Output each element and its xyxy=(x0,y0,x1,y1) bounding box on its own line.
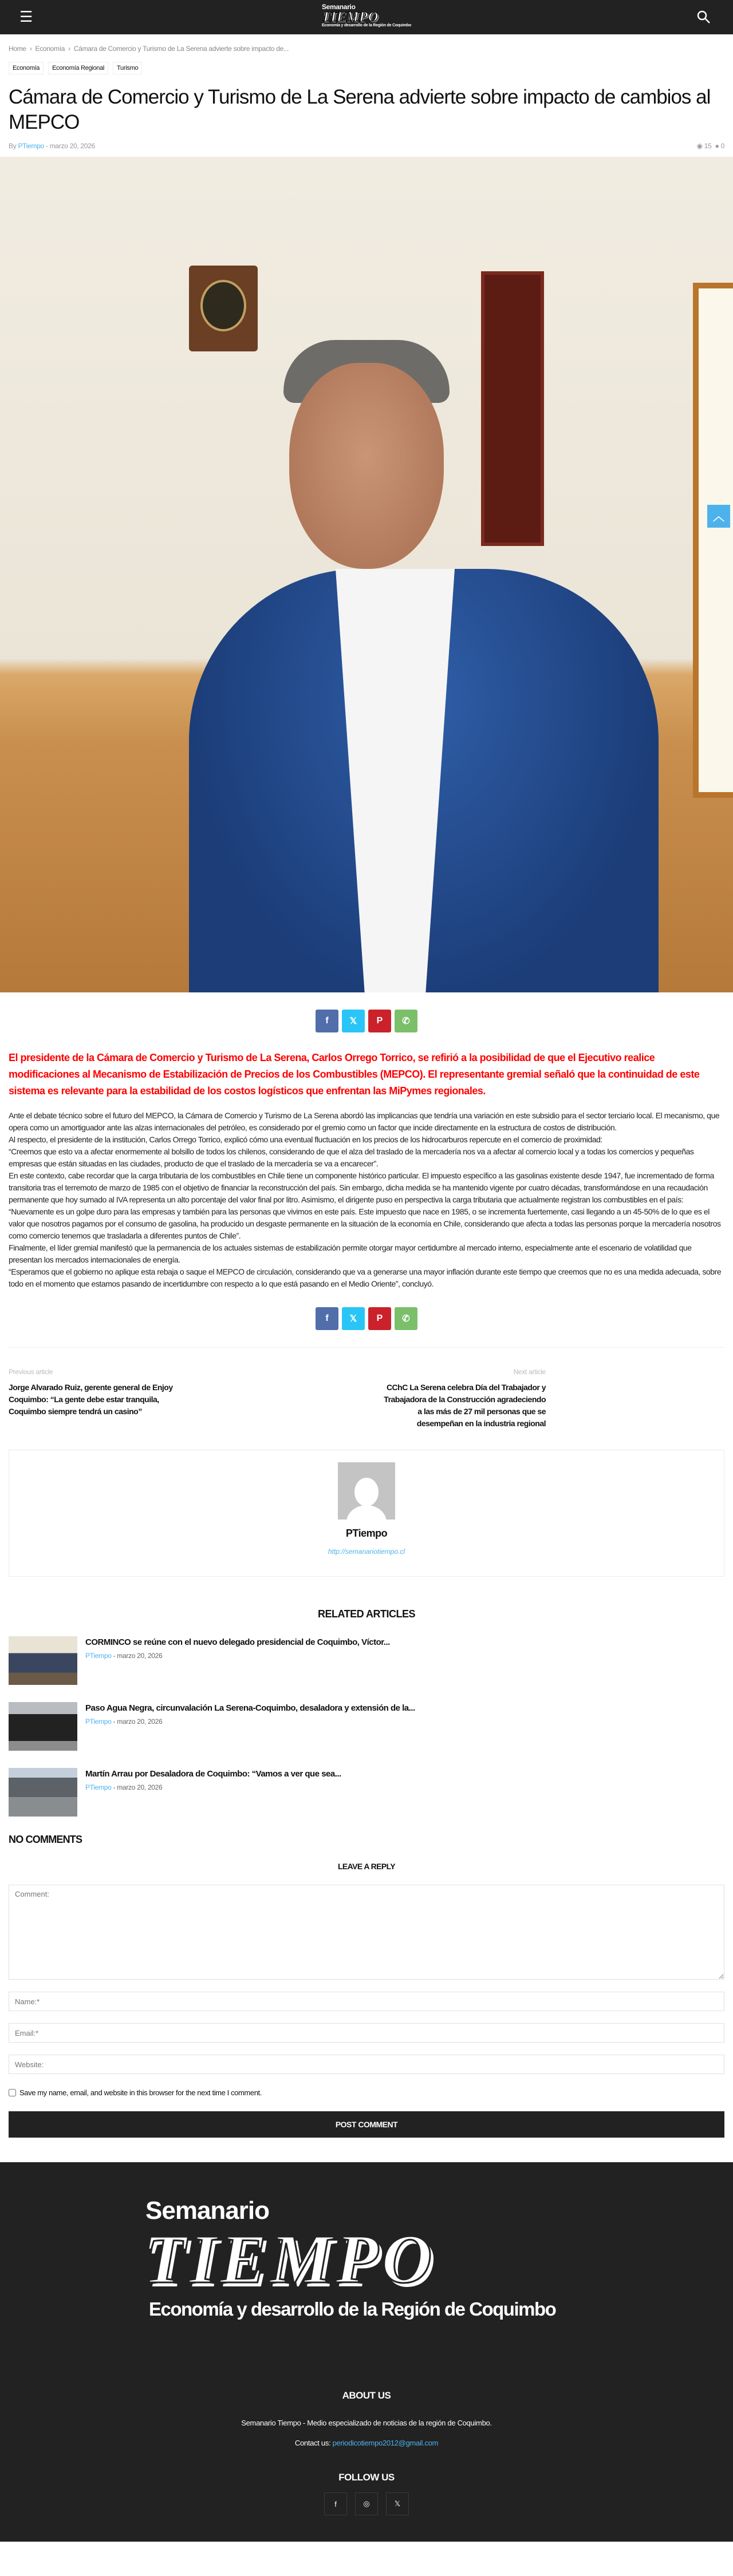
instagram-link[interactable] xyxy=(355,2492,378,2515)
author-link[interactable]: PTiempo xyxy=(18,142,44,150)
article-hero-image xyxy=(0,157,733,992)
chevron-right-icon: › xyxy=(29,45,32,53)
x-icon: 𝕏 xyxy=(349,1016,357,1026)
avatar[interactable] xyxy=(338,1462,395,1520)
paragraph: “Creemos que esto va a afectar enormemente al bolsillo de todos los chilenos, considerando de que el alza del traslado de la mercadería nos va a afectar al comercio local y a todas los comercios y pequeñas empresas que están situadas en las ciudades, producto de que el traslado de la mercadería se va a encarecer”. xyxy=(9,1147,694,1168)
article-date: - marzo 20, 2026 xyxy=(45,142,95,150)
article-meta xyxy=(9,142,724,150)
website-field[interactable] xyxy=(9,2055,724,2074)
contact-email-link[interactable]: periodicotiempo2012@gmail.com xyxy=(332,2439,439,2447)
facebook-icon: f xyxy=(325,1313,329,1323)
paragraph: Al respecto, el presidente de la institución, Carlos Orrego Torrico, explicó cómo una eventual fluctuación en los precios de los hidrocarburos repercute en el comercio de proximidad: xyxy=(9,1135,602,1144)
divider xyxy=(9,1347,724,1348)
about-heading: ABOUT US xyxy=(342,2390,391,2401)
facebook-share-button[interactable] xyxy=(316,1307,338,1330)
x-share-button[interactable] xyxy=(342,1307,365,1330)
tag-economia[interactable]: Economía xyxy=(9,62,44,74)
whatsapp-icon: ✆ xyxy=(402,1314,410,1324)
footer-logo[interactable] xyxy=(143,2197,590,2320)
site-logo[interactable] xyxy=(322,3,411,27)
logo-top: Semanario xyxy=(321,3,356,11)
breadcrumb xyxy=(9,45,724,53)
tag-economia-regional[interactable]: Economía Regional xyxy=(48,62,108,74)
article-title: Cámara de Comercio y Turismo de La Serena advierte sobre impacto de cambios al MEPCO xyxy=(9,86,711,133)
logo-top: Semanario xyxy=(145,2197,269,2225)
save-info-text: Save my name, email, and website in this browser for the next time I comment. xyxy=(19,2088,262,2097)
logo-main: TIEMPO xyxy=(143,2221,436,2298)
logo-tagline: Economía y desarrollo de la Región de Coquimbo xyxy=(321,23,412,27)
paragraph: Finalmente, el líder gremial manifestó que la permanencia de los actuales sistemas de estabilización permite otorgar mayor certidumbre al mercado interno, especialmente ante el escenario de volatilidad que presentan los mercados internacionales de energía. xyxy=(9,1243,692,1264)
leave-reply-heading: LEAVE A REPLY xyxy=(337,1862,396,1871)
list-item[interactable] xyxy=(9,1768,724,1817)
face xyxy=(289,363,444,569)
post-comment-button[interactable]: POST COMMENT xyxy=(9,2111,724,2138)
breadcrumb-economia[interactable]: Economía xyxy=(35,45,65,53)
follow-heading: FOLLOW US xyxy=(338,2472,395,2483)
paragraph: Ante el debate técnico sobre el futuro del MEPCO, la Cámara de Comercio y Turismo de La Serena abordó las implicancias que tendría una variación en este subsidio para el sector terciario local. El mecanismo, que opera como un amortiguador ante las alzas internacionales del petróleo, es considerado por el gremio como un factor que incide directamente en la estructura de costos de distribución. xyxy=(9,1111,720,1132)
contact-label: Contact us: xyxy=(294,2439,333,2447)
comment-textarea[interactable] xyxy=(9,1885,724,1980)
pinterest-share-button[interactable] xyxy=(368,1307,391,1330)
about-text: Semanario Tiempo - Medio especializado de noticias de la región de Coquimbo. xyxy=(241,2419,492,2427)
facebook-link[interactable] xyxy=(324,2492,347,2515)
tag-turismo[interactable]: Turismo xyxy=(113,62,142,74)
pinterest-icon: P xyxy=(376,1313,383,1323)
by-label: By xyxy=(9,142,17,150)
instagram-icon: ◎ xyxy=(363,2499,370,2508)
wall-plaque xyxy=(189,266,258,351)
share-buttons-bottom xyxy=(9,1307,724,1330)
author-url[interactable]: http://semanariotiempo.cl xyxy=(328,1548,405,1556)
share-buttons xyxy=(9,1010,724,1032)
comment-count[interactable]: 0 xyxy=(720,142,724,150)
list-item[interactable] xyxy=(9,1702,724,1751)
facebook-icon: f xyxy=(325,1016,329,1026)
pinterest-icon: P xyxy=(376,1016,383,1026)
whatsapp-share-button[interactable] xyxy=(395,1307,417,1330)
author-box xyxy=(9,1450,724,1577)
next-article-link[interactable]: CChC La Serena celebra Día del Trabajador y Trabajadora de la Construcción agradeciendo a las más de 27 mil personas que se desempeñan en la industria regional xyxy=(384,1383,546,1428)
related-title[interactable]: CORMINCO se reúne con el nuevo delegado presidencial de Coquimbo, Víctor... xyxy=(85,1637,390,1647)
view-count: 15 xyxy=(704,142,712,150)
social-links xyxy=(0,2492,733,2515)
list-item[interactable] xyxy=(9,1636,724,1685)
thumbnail[interactable] xyxy=(9,1768,77,1817)
article-lead: El presidente de la Cámara de Comercio y Turismo de La Serena, Carlos Orrego Torrico, se refirió a la posibilidad de que el Ejecutivo realice modificaciones al Mecanismo de Estabilización de Precios de los Combustibles (MEPCO). El representante gremial señaló que la continuidad de este sistema es relevante para la estabilidad de los costos logísticos que enfrentan las MiPymes regionales. xyxy=(9,1052,700,1097)
prev-label: Previous article xyxy=(9,1368,53,1376)
no-comments-heading: NO COMMENTS xyxy=(9,1834,82,1845)
save-info-label[interactable] xyxy=(9,2088,724,2097)
x-share-button[interactable] xyxy=(342,1010,365,1032)
wall-frame xyxy=(693,283,733,798)
pinterest-share-button[interactable] xyxy=(368,1010,391,1032)
paragraph: En este contexto, cabe recordar que la carga tributaria de los combustibles en Chile tiene un componente histórico particular. El impuesto específico a las gasolinas existente desde 1947, fue incrementado de forma transitoria tras el terremoto de marzo de 1985 con el objetivo de financiar la reconstrucción del país. Sin embargo, dicha medida se ha mantenido vigente por cuatro décadas, transformándose en una recaudación permanente que hoy sumado al IVA representa un alto porcentaje del valor final por litro. Asimismo, el dirigente puso en perspectiva la carga tributaria que actualmente registran los combustibles en el país: xyxy=(9,1171,714,1204)
thumbnail[interactable] xyxy=(9,1636,77,1685)
logo-tagline: Economía y desarrollo de la Región de Coquimbo xyxy=(149,2298,556,2320)
search-icon[interactable] xyxy=(696,10,711,25)
related-list xyxy=(9,1636,724,1817)
x-icon: 𝕏 xyxy=(394,2499,401,2508)
category-tags xyxy=(9,62,724,74)
eye-icon: ◉ xyxy=(696,142,703,150)
paragraph: “Nuevamente es un golpe duro para las empresas y también para las personas que vivimos en este país. Este impuesto que nace en 1985, o se incrementa fuertemente, casi llegando a un 45-50% de lo que es el valor que nosotros pagamos por el consumo de gasolina, ha producido un desgaste permanente en la situación de la economía en Chile, considerando que afecta a todas las personas porque la mercadería nosotros como comercio tenemos que trasladarla a diferentes puntos de Chile”. xyxy=(9,1207,721,1240)
related-date: - marzo 20, 2026 xyxy=(111,1652,163,1660)
related-title[interactable]: Paso Agua Negra, circunvalación La Serena-Coquimbo, desaladora y extensión de la... xyxy=(85,1703,415,1713)
hamburger-icon[interactable]: ☰ xyxy=(19,8,33,25)
logo-main: TIEMPO xyxy=(321,10,379,25)
scroll-to-top-button[interactable]: ︿ xyxy=(707,505,730,528)
author-name[interactable]: PTiempo xyxy=(345,1528,388,1539)
whatsapp-share-button[interactable] xyxy=(395,1010,417,1032)
site-footer xyxy=(0,2162,733,2542)
x-icon: 𝕏 xyxy=(349,1314,357,1324)
name-field[interactable] xyxy=(9,1992,724,2011)
breadcrumb-current: Cámara de Comercio y Turismo de La Serena advierte sobre impacto de... xyxy=(73,45,289,53)
paragraph: “Esperamos que el gobierno no aplique esta rebaja o saque el MEPCO de circulación, considerando que va a generarse una mayor inflación durante este tiempo que creemos que no es una medida adecuada, sobre todo en el momento que estamos pasando de incertidumbre con respecto a lo que está pasando en el Medio Oriente”, concluyó. xyxy=(9,1267,722,1288)
contact xyxy=(0,2439,733,2447)
article-navigation xyxy=(9,1368,724,1430)
whatsapp-icon: ✆ xyxy=(402,1016,410,1026)
facebook-share-button[interactable] xyxy=(316,1010,338,1032)
related-author[interactable]: PTiempo xyxy=(85,1718,112,1726)
article-body xyxy=(9,1110,724,1290)
related-date: - marzo 20, 2026 xyxy=(111,1783,163,1791)
related-heading: RELATED ARTICLES xyxy=(318,1608,415,1620)
email-field[interactable] xyxy=(9,2023,724,2043)
related-date: - marzo 20, 2026 xyxy=(111,1718,163,1726)
wall-frame xyxy=(481,271,544,546)
related-title[interactable]: Martín Arrau por Desaladora de Coquimbo: “Vamos a ver que sea... xyxy=(85,1769,341,1779)
x-link[interactable] xyxy=(386,2492,409,2515)
related-author[interactable]: PTiempo xyxy=(85,1783,112,1791)
next-label: Next article xyxy=(513,1368,546,1376)
comment-icon[interactable]: ● xyxy=(715,142,719,150)
related-author[interactable]: PTiempo xyxy=(85,1652,112,1660)
prev-article-link[interactable]: Jorge Alvarado Ruiz, gerente general de Enjoy Coquimbo: “La gente debe estar tranquila, Coquimbo siempre tendrá un casino” xyxy=(9,1383,173,1416)
site-header xyxy=(0,0,733,34)
facebook-icon: f xyxy=(334,2499,337,2508)
breadcrumb-home[interactable]: Home xyxy=(9,45,26,53)
save-info-checkbox[interactable] xyxy=(9,2089,16,2096)
thumbnail[interactable] xyxy=(9,1702,77,1751)
chevron-right-icon: › xyxy=(68,45,70,53)
